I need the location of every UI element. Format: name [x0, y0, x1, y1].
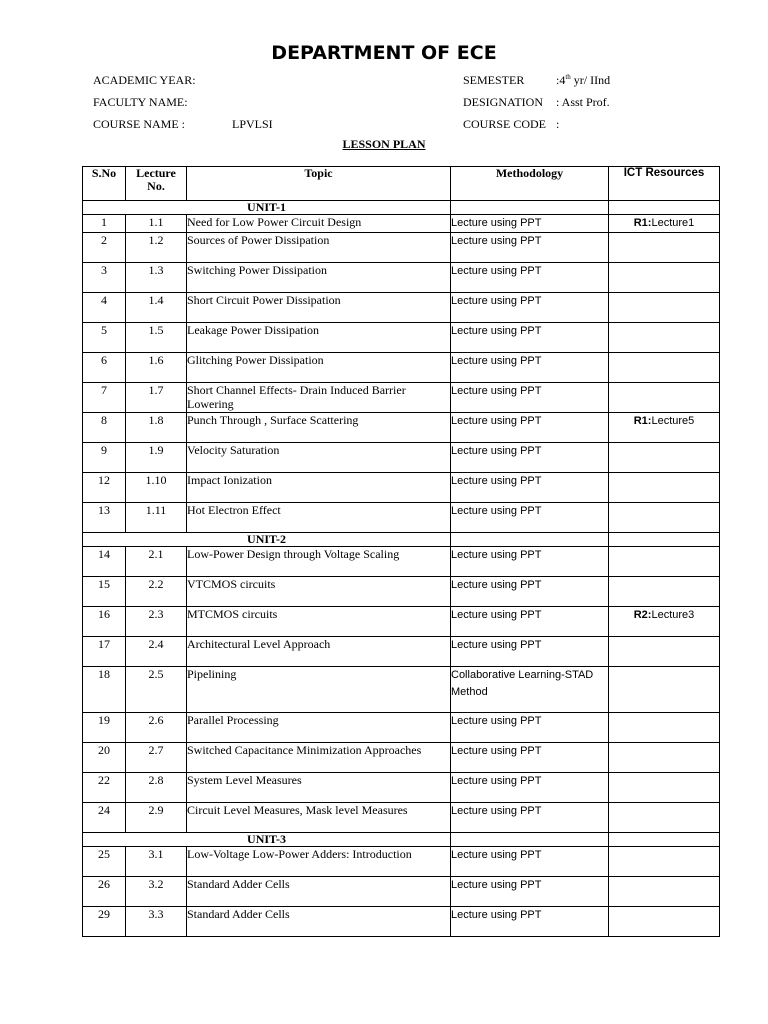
cell-sno: 7 [83, 383, 126, 413]
unit-row [83, 201, 720, 215]
designation-value: : Asst Prof. [556, 95, 610, 109]
cell-topic: Standard Adder Cells [187, 877, 451, 907]
cell-lecture-no: 1.10 [126, 473, 187, 503]
table-row [83, 293, 720, 323]
ict-lecture: Lecture3 [651, 609, 695, 621]
course-code-value: : [556, 117, 560, 131]
cell-methodology: Lecture using PPT [451, 877, 609, 907]
cell-lecture-no: 1.7 [126, 383, 187, 413]
cell-lecture-no: 1.4 [126, 293, 187, 323]
cell-topic: Parallel Processing [187, 713, 451, 743]
cell-lecture-no: 2.2 [126, 577, 187, 607]
cell-topic: Switched Capacitance Minimization Approaches [187, 743, 451, 773]
cell-ict-resources [609, 637, 720, 667]
course-code-label: COURSE CODE [463, 117, 547, 131]
table-row [83, 443, 720, 473]
cell-methodology: Lecture using PPT [451, 503, 609, 533]
table-row [83, 743, 720, 773]
cell-topic: Velocity Saturation [187, 443, 451, 473]
cell-topic: MTCMOS circuits [187, 607, 451, 637]
cell-methodology: Lecture using PPT [451, 547, 609, 577]
table-row [83, 263, 720, 293]
cell-ict-resources [609, 907, 720, 937]
cell-lecture-no: 2.4 [126, 637, 187, 667]
cell-topic: Leakage Power Dissipation [187, 323, 451, 353]
course-name-label: COURSE NAME : [93, 117, 186, 131]
lesson-plan-heading: LESSON PLAN [342, 137, 426, 151]
cell-lecture-no: 1.6 [126, 353, 187, 383]
cell-lecture-no: 2.5 [126, 667, 187, 713]
table-row [83, 577, 720, 607]
table-row [83, 877, 720, 907]
cell-sno: 2 [83, 233, 126, 263]
lesson-plan-table [82, 166, 720, 937]
page-title: DEPARTMENT OF ECE [271, 42, 497, 64]
cell-lecture-no: 2.7 [126, 743, 187, 773]
table-row [83, 503, 720, 533]
ict-reference: R1: [633, 415, 652, 427]
cell-topic: Low-Power Design through Voltage Scaling [187, 547, 451, 577]
cell-ict-resources [609, 233, 720, 263]
cell-methodology: Lecture using PPT [451, 233, 609, 263]
cell-sno: 17 [83, 637, 126, 667]
cell-topic: Hot Electron Effect [187, 503, 451, 533]
cell-sno: 6 [83, 353, 126, 383]
academic-year-label: ACADEMIC YEAR: [93, 73, 196, 87]
column-header-lecture: Lecture No. [126, 167, 187, 201]
cell-topic: Short Circuit Power Dissipation [187, 293, 451, 323]
cell-lecture-no: 1.9 [126, 443, 187, 473]
cell-topic: Circuit Level Measures, Mask level Measures [187, 803, 451, 833]
cell-methodology: Lecture using PPT [451, 293, 609, 323]
cell-topic: Need for Low Power Circuit Design [187, 215, 451, 233]
cell-ict-resources [609, 383, 720, 413]
cell-ict-resources [609, 503, 720, 533]
cell-topic: System Level Measures [187, 773, 451, 803]
cell-ict-resources [609, 607, 720, 637]
cell-methodology: Lecture using PPT [451, 803, 609, 833]
table-row [83, 473, 720, 503]
cell-lecture-no: 3.3 [126, 907, 187, 937]
cell-lecture-no: 1.2 [126, 233, 187, 263]
cell-topic: VTCMOS circuits [187, 577, 451, 607]
table-header-row [83, 167, 720, 201]
course-name-value: LPVLSI [232, 117, 273, 131]
cell-methodology: Lecture using PPT [451, 607, 609, 637]
cell-methodology: Lecture using PPT [451, 637, 609, 667]
designation-label: DESIGNATION [463, 95, 543, 109]
cell-sno: 4 [83, 293, 126, 323]
cell-methodology: Lecture using PPT [451, 743, 609, 773]
cell-lecture-no: 2.1 [126, 547, 187, 577]
table-row [83, 233, 720, 263]
cell-sno: 19 [83, 713, 126, 743]
table-row [83, 607, 720, 637]
column-header-methodology: Methodology [451, 167, 609, 201]
cell-sno: 29 [83, 907, 126, 937]
table-row [83, 323, 720, 353]
cell-sno: 26 [83, 877, 126, 907]
cell-topic: Architectural Level Approach [187, 637, 451, 667]
column-header-ict-resources: ICT Resources [609, 167, 720, 201]
table-row [83, 215, 720, 233]
cell-topic: Punch Through , Surface Scattering [187, 413, 451, 443]
column-header-sno: S.No [83, 167, 126, 201]
cell-lecture-no: 3.1 [126, 847, 187, 877]
cell-topic: Sources of Power Dissipation [187, 233, 451, 263]
cell-topic: Switching Power Dissipation [187, 263, 451, 293]
cell-ict-resources [609, 215, 720, 233]
semester-label: SEMESTER [463, 73, 525, 87]
cell-lecture-no: 1.1 [126, 215, 187, 233]
ict-lecture: Lecture5 [651, 415, 695, 427]
unit-row-ict-cell [609, 201, 720, 215]
cell-ict-resources [609, 263, 720, 293]
cell-ict-resources [609, 713, 720, 743]
table-row [83, 773, 720, 803]
cell-lecture-no: 1.8 [126, 413, 187, 443]
unit-label: UNIT-1 [83, 201, 451, 215]
cell-methodology: Collaborative Learning-STAD Method [451, 667, 609, 713]
table-row [83, 547, 720, 577]
cell-ict-resources [609, 353, 720, 383]
cell-ict-resources [609, 667, 720, 713]
unit-row [83, 533, 720, 547]
cell-sno: 1 [83, 215, 126, 233]
cell-lecture-no: 3.2 [126, 877, 187, 907]
cell-sno: 16 [83, 607, 126, 637]
cell-lecture-no: 2.3 [126, 607, 187, 637]
cell-methodology: Lecture using PPT [451, 473, 609, 503]
unit-row-method-cell [451, 533, 609, 547]
cell-ict-resources [609, 577, 720, 607]
unit-row-method-cell [451, 833, 609, 847]
cell-methodology: Lecture using PPT [451, 713, 609, 743]
faculty-name-label: FACULTY NAME: [93, 95, 188, 109]
table-row [83, 907, 720, 937]
ict-lecture: Lecture1 [651, 217, 695, 229]
cell-ict-resources [609, 743, 720, 773]
cell-lecture-no: 1.11 [126, 503, 187, 533]
cell-sno: 14 [83, 547, 126, 577]
cell-methodology: Lecture using PPT [451, 413, 609, 443]
cell-sno: 12 [83, 473, 126, 503]
cell-ict-resources [609, 293, 720, 323]
unit-label: UNIT-3 [83, 833, 451, 847]
cell-methodology: Lecture using PPT [451, 773, 609, 803]
cell-methodology: Lecture using PPT [451, 323, 609, 353]
table-row [83, 637, 720, 667]
table-row [83, 713, 720, 743]
cell-topic: Pipelining [187, 667, 451, 713]
cell-topic: Glitching Power Dissipation [187, 353, 451, 383]
cell-ict-resources [609, 473, 720, 503]
table-row [83, 667, 720, 713]
unit-row [83, 833, 720, 847]
table-row [83, 353, 720, 383]
cell-sno: 25 [83, 847, 126, 877]
cell-methodology: Lecture using PPT [451, 443, 609, 473]
cell-sno: 22 [83, 773, 126, 803]
cell-lecture-no: 1.5 [126, 323, 187, 353]
cell-sno: 5 [83, 323, 126, 353]
cell-topic: Short Channel Effects- Drain Induced Barrier Lowering [187, 383, 451, 413]
cell-sno: 13 [83, 503, 126, 533]
cell-lecture-no: 1.3 [126, 263, 187, 293]
cell-ict-resources [609, 773, 720, 803]
cell-methodology: Lecture using PPT [451, 215, 609, 233]
table-row [83, 413, 720, 443]
unit-label: UNIT-2 [83, 533, 451, 547]
cell-lecture-no: 2.9 [126, 803, 187, 833]
unit-row-ict-cell [609, 533, 720, 547]
table-row [83, 383, 720, 413]
cell-methodology: Lecture using PPT [451, 383, 609, 413]
cell-methodology: Lecture using PPT [451, 847, 609, 877]
cell-sno: 18 [83, 667, 126, 713]
cell-ict-resources [609, 877, 720, 907]
cell-lecture-no: 2.6 [126, 713, 187, 743]
table-row [83, 803, 720, 833]
cell-methodology: Lecture using PPT [451, 907, 609, 937]
cell-topic: Impact Ionization [187, 473, 451, 503]
semester-value: :4th yr/ IInd [556, 73, 611, 87]
cell-lecture-no: 2.8 [126, 773, 187, 803]
column-header-topic: Topic [187, 167, 451, 201]
unit-row-ict-cell [609, 833, 720, 847]
cell-sno: 20 [83, 743, 126, 773]
unit-row-method-cell [451, 201, 609, 215]
cell-topic: Low-Voltage Low-Power Adders: Introduction [187, 847, 451, 877]
table-row [83, 847, 720, 877]
cell-sno: 24 [83, 803, 126, 833]
cell-methodology: Lecture using PPT [451, 353, 609, 383]
cell-methodology: Lecture using PPT [451, 263, 609, 293]
cell-ict-resources [609, 413, 720, 443]
cell-methodology: Lecture using PPT [451, 577, 609, 607]
cell-sno: 3 [83, 263, 126, 293]
ict-reference: R2: [633, 609, 652, 621]
cell-sno: 9 [83, 443, 126, 473]
cell-ict-resources [609, 803, 720, 833]
cell-sno: 15 [83, 577, 126, 607]
cell-ict-resources [609, 547, 720, 577]
cell-sno: 8 [83, 413, 126, 443]
cell-topic: Standard Adder Cells [187, 907, 451, 937]
cell-ict-resources [609, 323, 720, 353]
cell-ict-resources [609, 443, 720, 473]
cell-ict-resources [609, 847, 720, 877]
ict-reference: R1: [633, 217, 652, 229]
